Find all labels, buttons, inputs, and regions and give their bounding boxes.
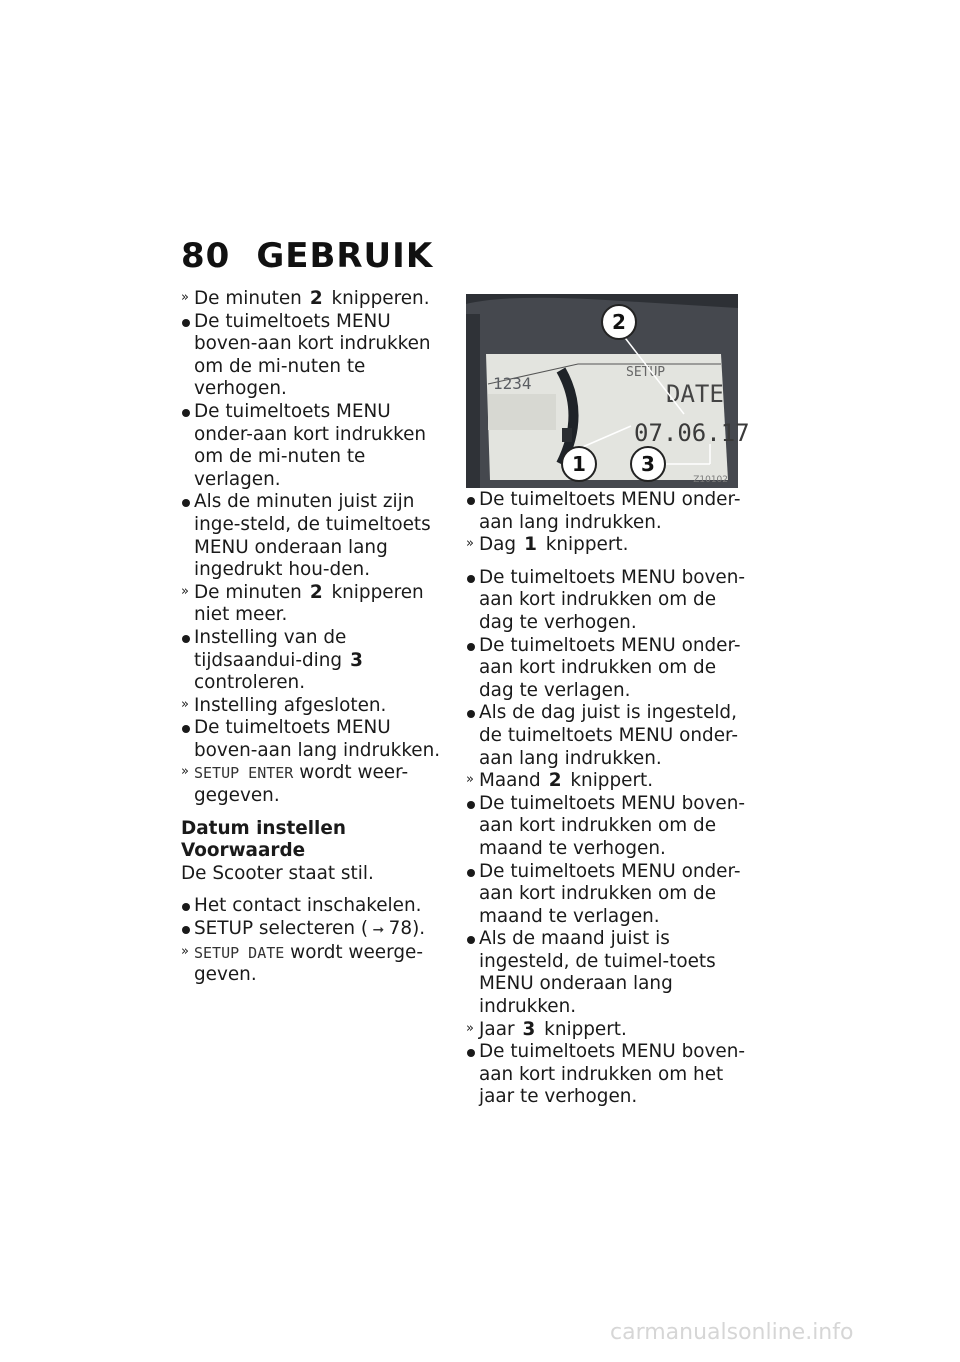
step-text: controleren. bbox=[194, 672, 306, 694]
result-marker: » bbox=[466, 536, 474, 552]
step-text: knippert. bbox=[538, 1018, 627, 1040]
step-text: knipperen. bbox=[325, 288, 430, 309]
result-step bbox=[181, 942, 451, 987]
action-step bbox=[181, 627, 451, 695]
step-text: De tuimeltoets MENU boven-aan kort indrukken om het jaar te verhogen. bbox=[479, 1041, 746, 1108]
result-marker: » bbox=[181, 290, 189, 305]
action-step bbox=[181, 311, 451, 401]
step-text: Maand bbox=[479, 770, 541, 792]
step-text: De tuimeltoets MENU onder-aan kort indrukken om de maand te verlagen. bbox=[479, 860, 741, 927]
condition-text: De Scooter staat stil. bbox=[181, 862, 374, 884]
step-text: Als de minuten juist zijn inge-steld, de tuimeltoets MENU onderaan lang ingedrukt hou-den. bbox=[194, 491, 431, 581]
step-text: De tuimeltoets MENU boven-aan lang indrukken. bbox=[194, 717, 441, 761]
callout-label-3: 3 bbox=[641, 452, 655, 476]
left-steps-list bbox=[181, 288, 451, 808]
display-text: SETUP DATE bbox=[194, 943, 285, 962]
result-marker: » bbox=[466, 772, 474, 788]
result-marker: » bbox=[181, 696, 189, 712]
result-marker: » bbox=[181, 583, 189, 599]
step-text: ). bbox=[412, 918, 426, 940]
result-step bbox=[466, 534, 746, 557]
action-step bbox=[466, 567, 746, 635]
date-steps-list bbox=[181, 895, 451, 986]
step-text: De tuimeltoets MENU boven-aan kort indrukken om de maand te verhogen. bbox=[479, 792, 746, 859]
result-marker: » bbox=[181, 943, 189, 959]
step-text: De minuten bbox=[194, 288, 302, 309]
step-text: SETUP selecteren ( bbox=[194, 918, 369, 940]
step-text: Als de dag juist is ingesteld, de tuimeltoets MENU onder-aan lang indrukken. bbox=[479, 702, 739, 769]
action-step bbox=[181, 491, 451, 581]
item-number: 3 bbox=[350, 649, 363, 671]
item-number: 2 bbox=[548, 770, 562, 792]
action-step bbox=[466, 928, 746, 1018]
left-column bbox=[181, 288, 451, 987]
step-spacer bbox=[466, 557, 746, 567]
result-step bbox=[466, 1019, 746, 1042]
page-reference: 78 bbox=[388, 918, 413, 940]
step-text: De tuimeltoets MENU onder-aan kort indrukken om de dag te verlagen. bbox=[479, 634, 741, 701]
action-step bbox=[466, 702, 746, 770]
step-text: Als de maand juist is ingesteld, de tuimel-toets MENU onderaan lang indrukken. bbox=[479, 928, 716, 1018]
callout-label-1: 1 bbox=[572, 452, 586, 476]
result-step bbox=[181, 288, 451, 311]
function-label: DATE bbox=[666, 380, 724, 408]
display-illustration bbox=[466, 294, 750, 488]
step-text: Het contact inschakelen. bbox=[194, 895, 422, 917]
step-text: Instelling afgesloten. bbox=[194, 694, 387, 716]
result-step bbox=[181, 582, 451, 627]
page-number: 80 bbox=[181, 236, 231, 276]
step-text: knippert. bbox=[539, 534, 629, 556]
date-readout: 07.06.17 bbox=[634, 419, 750, 447]
odometer-readout: 1234 bbox=[493, 374, 532, 393]
step-text: De tuimeltoets MENU boven-aan kort indrukken om de mi-nuten te verhogen. bbox=[194, 310, 431, 400]
step-text: De tuimeltoets MENU onder-aan lang indrukken. bbox=[479, 489, 741, 533]
action-step bbox=[181, 895, 451, 918]
display-text: SETUP ENTER bbox=[194, 764, 294, 783]
item-number: 1 bbox=[524, 534, 537, 556]
item-number: 3 bbox=[522, 1018, 536, 1040]
item-number: 2 bbox=[309, 288, 323, 309]
action-step bbox=[181, 918, 451, 942]
result-step bbox=[181, 695, 451, 718]
section-heading: Datum instellen bbox=[181, 817, 346, 839]
step-text: knippert. bbox=[564, 770, 654, 792]
right-column bbox=[466, 489, 746, 1109]
fuel-icon bbox=[562, 428, 572, 442]
page-title: GEBRUIK bbox=[256, 236, 434, 276]
action-step bbox=[466, 1041, 746, 1109]
result-marker: » bbox=[181, 764, 189, 780]
step-text: Jaar bbox=[479, 1018, 515, 1040]
action-step bbox=[466, 861, 746, 929]
mode-label: SETUP bbox=[626, 365, 666, 380]
step-text: wordt weerge-geven. bbox=[194, 941, 423, 986]
action-step bbox=[181, 717, 451, 762]
page-header bbox=[181, 236, 433, 276]
housing-left-edge bbox=[466, 314, 480, 488]
step-text: De tuimeltoets MENU onder-aan kort indrukken om de mi-nuten te verlagen. bbox=[194, 400, 427, 490]
step-text: wordt weer-gegeven. bbox=[194, 762, 409, 807]
right-steps-list bbox=[466, 489, 746, 1109]
instrument-display-figure bbox=[466, 294, 750, 488]
section-subheading: Voorwaarde bbox=[181, 840, 306, 862]
step-text: Instelling van de tijdsaandui-ding bbox=[194, 626, 347, 671]
left-segment-area bbox=[488, 394, 556, 430]
step-text: Dag bbox=[479, 534, 517, 556]
result-step bbox=[181, 762, 451, 807]
action-step bbox=[466, 635, 746, 703]
result-step bbox=[466, 770, 746, 793]
result-marker: » bbox=[466, 1020, 474, 1036]
action-step bbox=[466, 793, 746, 861]
step-text: De minuten bbox=[194, 581, 302, 603]
page-ref-arrow-icon: ➞ bbox=[368, 922, 389, 939]
action-step bbox=[181, 401, 451, 491]
image-code: Z10102 bbox=[693, 475, 728, 485]
watermark: carmanualsonline.info bbox=[610, 1320, 854, 1345]
action-step bbox=[466, 489, 746, 534]
item-number: 2 bbox=[309, 581, 323, 603]
step-text: knipperen niet meer. bbox=[194, 581, 424, 626]
step-text: De tuimeltoets MENU boven-aan kort indrukken om de dag te verhogen. bbox=[479, 566, 746, 633]
callout-label-2: 2 bbox=[612, 310, 626, 334]
